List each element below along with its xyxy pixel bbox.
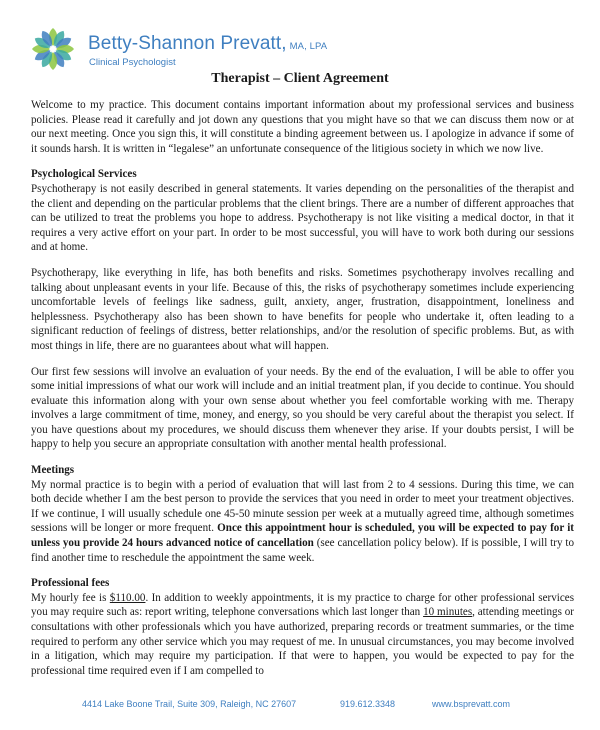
section-heading-meetings: Meetings xyxy=(31,464,75,477)
footer-phone: 919.612.3348 xyxy=(340,699,396,709)
psych-services-paragraph-2: Psychotherapy, like everything in life, has both benefits and risks. Sometimes psychotherapy involves recalling and talking about unpleasant events in your life. Because of this, the risks of psychotherapy sometimes include experiencing uncomfortable levels of feelings like sadness, guilt, anxiety, anger, frustration, disappointment, loneliness and helplessness. Psychotherapy also has been shown to have benefits for people who undertake it, often leading to a significant reduction of feelings of distress, better relationships, and/or the resolution of specific problems. But, as with most things in life, there are no guarantees about what will happen. xyxy=(31,266,574,352)
psych-services-paragraph-1: Psychotherapy is not easily described in general statements. It varies depending on the personalities of the therapist and the client and depending on the particular problems that the client brings. There are a number of different approaches that can be utilized to treat the problems you hope to address. Psychotherapy is not like visiting a medical doctor, in that it requires a very active effort on your part. In order to be most successful, you will have to work both during our sessions and at home. xyxy=(31,182,574,254)
document-body xyxy=(31,98,574,689)
practitioner-title: Clinical Psychologist xyxy=(89,57,176,68)
footer-website: www.bsprevatt.com xyxy=(432,699,511,709)
section-heading-psychological-services: Psychological Services xyxy=(31,168,137,181)
fees-paragraph: My hourly fee is $110.00. In addition to weekly appointments, it is my practice to charge for other professional services you may require such as: report writing, telephone conversations which last longer than 10 minutes, attending meetings or consultations with other professionals which you have authorized, preparing records or treatment summaries, or the time required to perform any other service which you may request of me. In unusual circumstances, you may become involved in a litigation, which may require my participation. If that were to happen, you would be expected to pay for the professional time required even if I am compelled to xyxy=(31,591,575,677)
section-heading-professional-fees: Professional fees xyxy=(31,577,110,590)
call-duration: 10 minutes xyxy=(423,606,473,619)
pinwheel-logo-icon xyxy=(30,26,76,72)
practitioner-name: Betty-Shannon Prevatt, MA, LPA xyxy=(88,33,328,54)
letterhead-footer xyxy=(0,699,600,713)
psych-services-paragraph-3: Our first few sessions will involve an evaluation of your needs. By the end of the evaluation, I will be able to offer you some initial impressions of what our work will include and an initial treatment plan, if you decide to continue. You should evaluate this information along with your own sense about whether you feel comfortable working with me. Therapy involves a large commitment of time, money, and energy, so you should be very careful about the therapist you select. If you have questions about my procedures, we should discuss them whenever they arise. If your doubts persist, I will be happy to help you secure an appropriate consultation with another mental health professional. xyxy=(31,365,574,451)
meetings-paragraph: My normal practice is to begin with a period of evaluation that will last from 2 to 4 sessions. During this time, we can both decide whether I am the best person to provide the services that you need in order to meet your treatment objectives. If we continue, I will usually schedule one 45-50 minute session per week at a mutually agreed time, although sometimes sessions will be longer or more frequent. Once this appointment hour is scheduled, you will be expected to pay for it unless you provide 24 hours advanced notice of cancellation (see cancellation policy below). If is possible, I will try to find another time to reschedule the appointment the same week. xyxy=(31,478,575,564)
footer-address: 4414 Lake Boone Trail, Suite 309, Raleigh, NC 27607 xyxy=(82,699,297,709)
hourly-fee: $110.00 xyxy=(109,591,146,604)
intro-paragraph: Welcome to my practice. This document contains important information about my professional services and business policies. Please read it carefully and jot down any questions that you might have so that we can discuss them now or at our next meeting. Once you sign this, it will constitute a binding agreement between us. I apologize in advance if some of it sounds harsh. It is written in “legalese” an unfortunate consequence of the litigious society in which we now live. xyxy=(31,99,574,155)
practitioner-credentials: MA, LPA xyxy=(289,41,328,52)
cancellation-notice: Once this appointment hour is scheduled, you will be expected to pay for it unless you provide 24 hours advanced notice of cancellation xyxy=(31,522,574,550)
document-title: Therapist – Client Agreement xyxy=(211,71,389,86)
letterhead xyxy=(30,26,570,70)
